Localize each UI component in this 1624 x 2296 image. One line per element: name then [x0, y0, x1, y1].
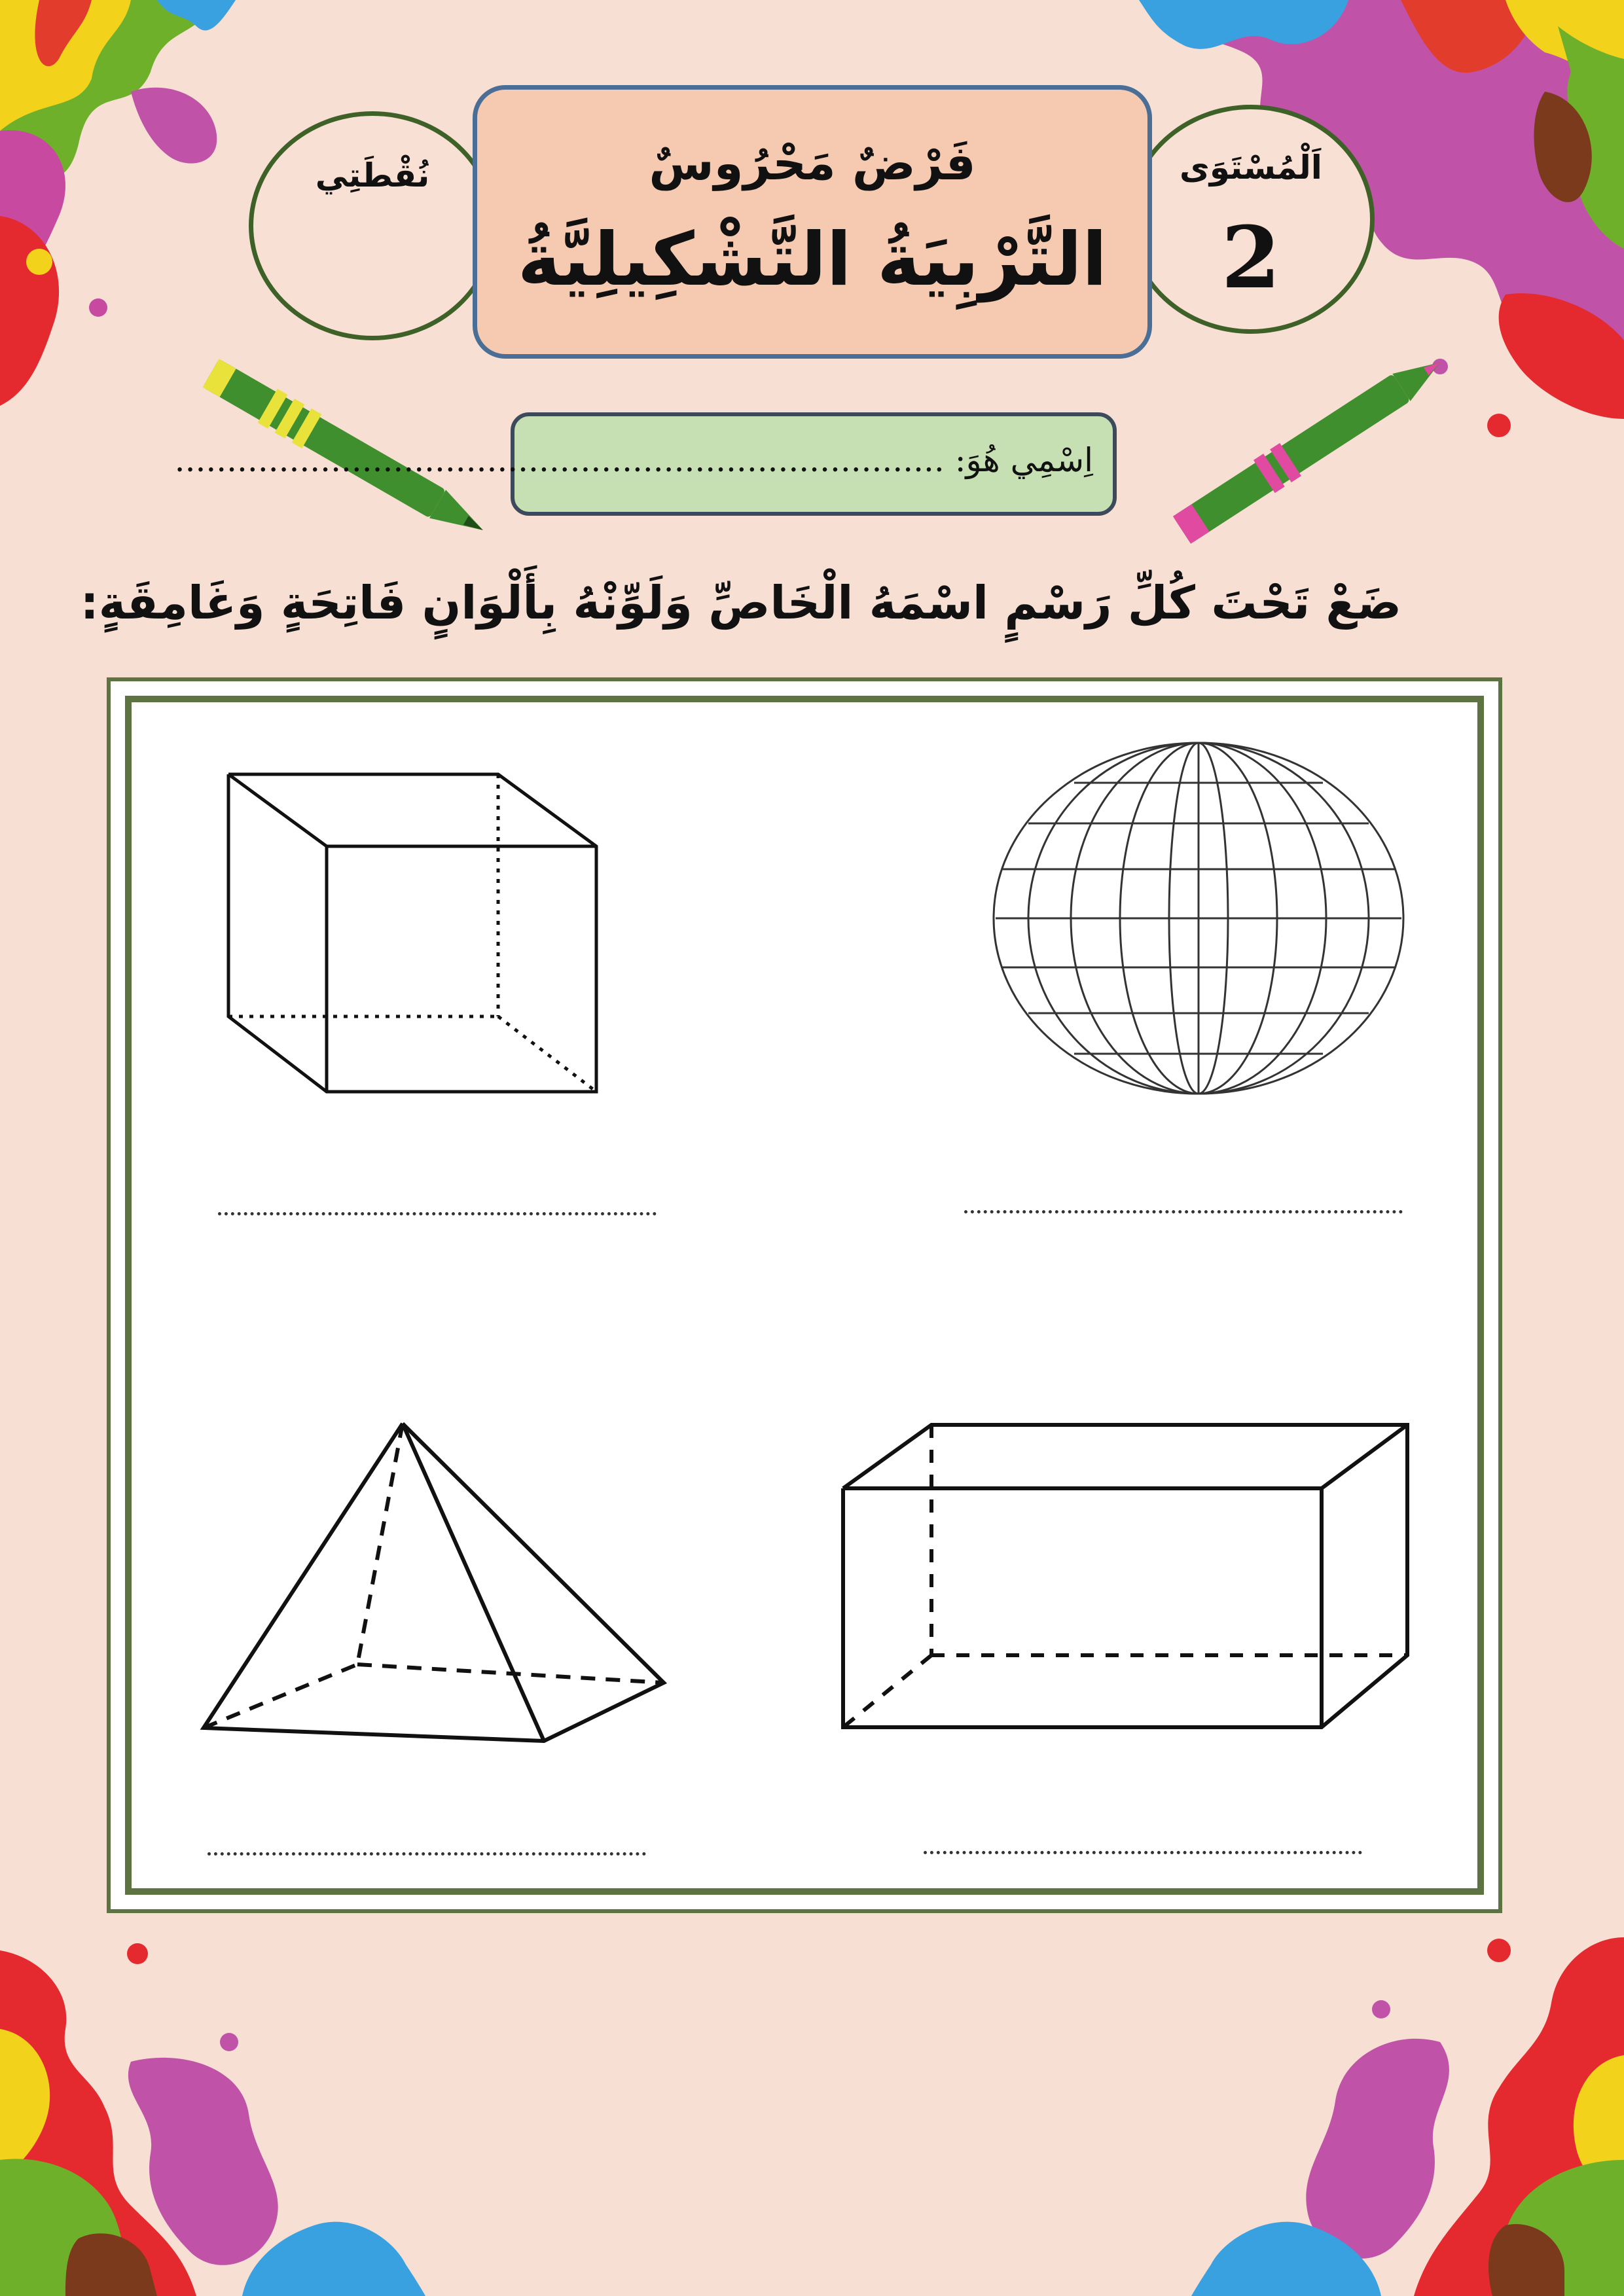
- answer-line-cube[interactable]: [218, 1212, 657, 1215]
- answer-line-pyramid[interactable]: [208, 1852, 646, 1856]
- name-field[interactable]: [174, 412, 1117, 516]
- answer-line-sphere[interactable]: [964, 1210, 1403, 1213]
- cube-icon: [217, 764, 629, 1105]
- sphere-icon: [983, 738, 1415, 1105]
- name-label: اِسْمِي هُوَ: ..........................................................................: [174, 441, 1093, 479]
- level-value: 2: [1221, 207, 1281, 308]
- shapes-frame: [107, 677, 1502, 1913]
- exam-title: فَرْضٌ مَحْرُوسٌ: [649, 135, 976, 190]
- crayon-right-icon: [1132, 353, 1473, 550]
- answer-line-prism[interactable]: [924, 1851, 1362, 1854]
- instruction-text: ضَعْ تَحْتَ كُلِّ رَسْمٍ اسْمَهُ الْخَاصِّ وَلَوِّنْهُ بِأَلْوَانٍ فَاتِحَةٍ وَغَامِقَةٍ:: [80, 576, 1401, 630]
- level-label: اَلْمُسْتَوَى: [1180, 149, 1322, 187]
- rectangular-prism-icon: [839, 1422, 1428, 1749]
- pyramid-icon: [197, 1416, 668, 1782]
- score-circle: [249, 111, 496, 340]
- shapes-frame-inner: [125, 696, 1484, 1895]
- level-circle: [1127, 105, 1375, 334]
- title-box: [473, 85, 1152, 359]
- subject-title: التَّرْبِيَةُ التَّشْكِيلِيَّةُ: [517, 217, 1108, 302]
- score-label: نُقْطَتِي: [315, 156, 430, 194]
